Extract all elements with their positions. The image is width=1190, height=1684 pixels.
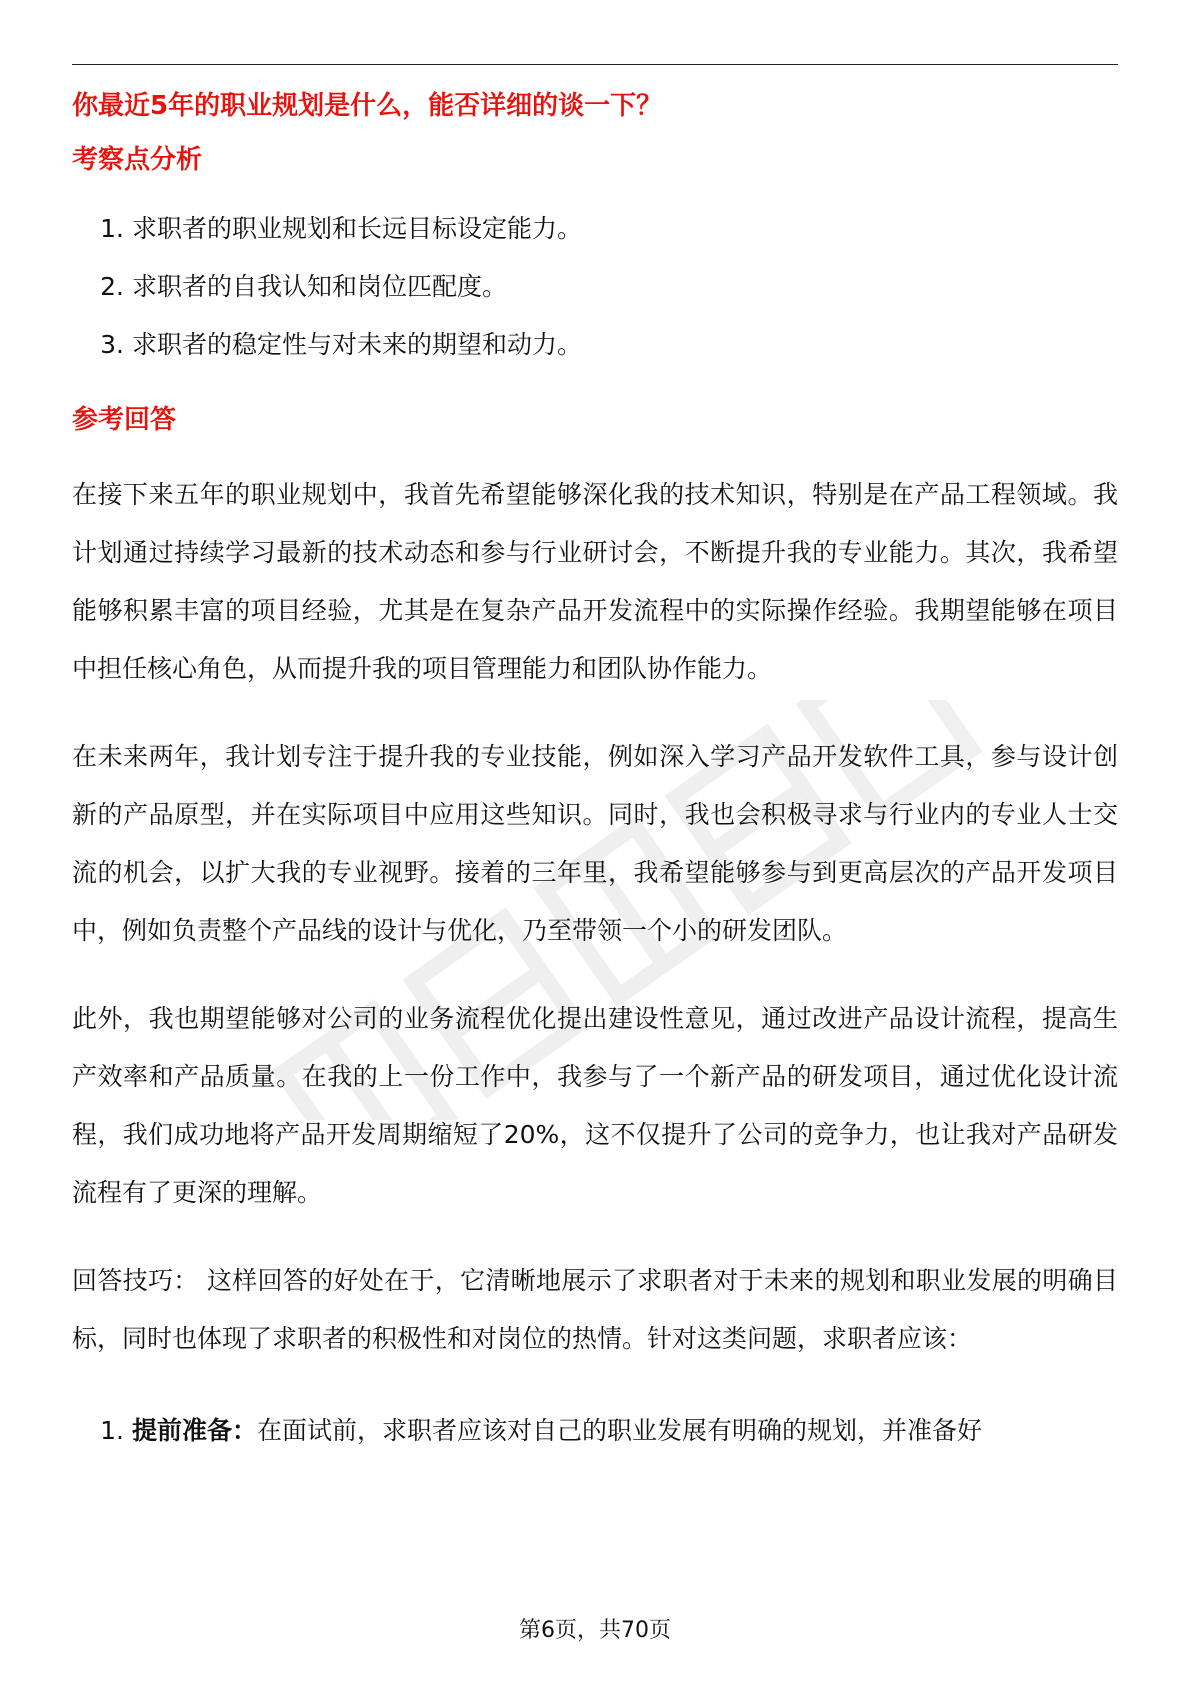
answer-heading: 参考回答 <box>72 405 177 435</box>
list-item-text: 求职者的稳定性与对未来的期望和动力。 <box>132 330 583 359</box>
top-divider <box>72 64 1118 65</box>
tips-paragraph: 回答技巧： 这样回答的好处在于，它清晰地展示了求职者对于未来的规划和职业发展的明确目标，同时也体现了求职者的积极性和对岗位的热情。针对这类问题，求职者应该： <box>72 1266 1118 1353</box>
list-item <box>72 1402 1118 1460</box>
answer-paragraph: 在接下来五年的职业规划中，我首先希望能够深化我的技术知识，特别是在产品工程领域。我计划通过持续学习最新的技术动态和参与行业研讨会，不断提升我的专业能力。其次，我希望能够积累丰富的项目经验，尤其是在复杂产品开发流程中的实际操作经验。我期望能够在项目中担任核心角色，从而提升我的项目管理能力和团队协作能力。 <box>72 480 1118 683</box>
list-item <box>72 316 1118 374</box>
list-item-number: 1. <box>100 1416 124 1445</box>
tip-label: 提前准备： <box>132 1416 258 1445</box>
answer-paragraph: 此外，我也期望能够对公司的业务流程优化提出建设性意见，通过改进产品设计流程，提高生产效率和产品质量。在我的上一份工作中，我参与了一个新产品的研发项目，通过优化设计流程，我们成功地将产品开发周期缩短了20%，这不仅提升了公司的竞争力，也让我对产品研发流程有了更深的理解。 <box>72 1004 1118 1207</box>
list-item <box>72 258 1118 316</box>
list-item-number: 1. <box>100 214 124 243</box>
list-item-number: 2. <box>100 272 124 301</box>
analysis-list <box>72 200 1118 374</box>
list-item-number: 3. <box>100 330 124 359</box>
tip-text: 在面试前，求职者应该对自己的职业发展有明确的规划，并准备好 <box>257 1416 983 1445</box>
list-item <box>72 200 1118 258</box>
question-title: 你最近5年的职业规划是什么，能否详细的谈一下？ <box>72 91 663 121</box>
document-body <box>72 82 1118 1460</box>
page-footer: 第6页，共70页 <box>519 1618 671 1643</box>
list-item-text <box>132 1402 982 1460</box>
analysis-heading: 考察点分析 <box>72 145 203 175</box>
answer-paragraph: 在未来两年，我计划专注于提升我的专业技能，例如深入学习产品开发软件工具，参与设计创新的产品原型，并在实际项目中应用这些知识。同时，我也会积极寻求与行业内的专业人士交流的机会，以扩大我的专业视野。接着的三年里，我希望能够参与到更高层次的产品开发项目中，例如负责整个产品线的设计与优化，乃至带领一个小的研发团队。 <box>72 742 1118 945</box>
list-item-text: 求职者的自我认知和岗位匹配度。 <box>132 272 508 301</box>
list-item-text: 求职者的职业规划和长远目标设定能力。 <box>132 214 583 243</box>
tips-list <box>72 1402 1118 1460</box>
